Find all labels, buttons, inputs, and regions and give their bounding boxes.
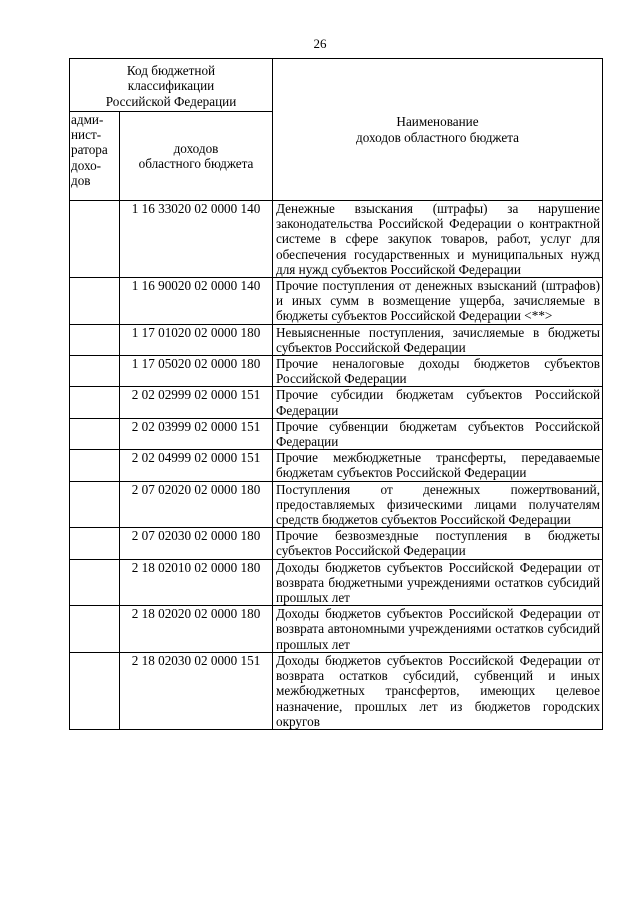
income-name-cell: Прочие неналоговые доходы бюджетов субъектов Российской Федерации xyxy=(273,356,603,387)
income-name-cell: Прочие межбюджетные трансферты, передаваемые бюджетам субъектов Российской Федерации xyxy=(273,450,603,481)
income-code-cell: 2 18 02020 02 0000 180 xyxy=(120,606,273,653)
header-name-line-2: доходов областного бюджета xyxy=(356,129,519,145)
administrator-cell xyxy=(70,450,120,481)
income-name-cell: Доходы бюджетов субъектов Российской Федерации от возврата автономными учреждениями остатков субсидий прошлых лет xyxy=(273,606,603,653)
administrator-cell xyxy=(70,387,120,418)
table-row xyxy=(70,201,603,278)
income-name-cell: Прочие субсидии бюджетам субъектов Российской Федерации xyxy=(273,387,603,418)
administrator-cell xyxy=(70,201,120,278)
income-name-cell: Поступления от денежных пожертвований, предоставляемых физическими лицами получателям средств бюджетов субъектов Российской Федерации xyxy=(273,481,603,528)
administrator-cell xyxy=(70,278,120,325)
table-row xyxy=(70,652,603,729)
administrator-cell xyxy=(70,652,120,729)
administrator-cell xyxy=(70,324,120,355)
header-income-line-2: областного бюджета xyxy=(138,156,254,171)
header-admin-line-1: адми- xyxy=(71,112,104,127)
income-code-cell: 1 17 05020 02 0000 180 xyxy=(120,356,273,387)
header-admin-line-5: дов xyxy=(71,172,91,188)
income-code-cell: 2 18 02030 02 0000 151 xyxy=(120,652,273,729)
income-name-cell: Невыясненные поступления, зачисляемые в бюджеты субъектов Российской Федерации xyxy=(273,324,603,355)
table-row xyxy=(70,559,603,606)
administrator-cell xyxy=(70,418,120,449)
header-income-line-1: доходов xyxy=(173,140,219,156)
header-classification-line-3: Российской Федерации xyxy=(105,93,237,109)
income-name-cell: Доходы бюджетов субъектов Российской Федерации от возврата остатков субсидий, субвенций и иных межбюджетных трансфертов, имеющих целевое назначение, прошлых лет из бюджетов городских округов xyxy=(273,652,603,729)
header-administrator xyxy=(70,112,120,201)
budget-classification-table xyxy=(69,58,603,730)
table-body xyxy=(70,201,603,730)
income-name-cell: Доходы бюджетов субъектов Российской Федерации от возврата бюджетными учреждениями остатков субсидий прошлых лет xyxy=(273,559,603,606)
header-regional-income xyxy=(120,112,273,201)
income-code-cell: 2 18 02010 02 0000 180 xyxy=(120,559,273,606)
header-row-top xyxy=(70,59,603,112)
income-code-cell: 1 16 90020 02 0000 140 xyxy=(120,278,273,325)
administrator-cell xyxy=(70,481,120,528)
income-code-cell: 2 07 02020 02 0000 180 xyxy=(120,481,273,528)
income-name-cell: Прочие поступления от денежных взысканий (штрафов) и иных сумм в возмещение ущерба, зачисляемые в бюджеты субъектов Российской Федерации <**> xyxy=(273,278,603,325)
income-code-cell: 2 02 04999 02 0000 151 xyxy=(120,450,273,481)
table-row xyxy=(70,278,603,325)
income-code-cell: 2 02 03999 02 0000 151 xyxy=(120,418,273,449)
income-name-cell: Прочие безвозмездные поступления в бюджеты субъектов Российской Федерации xyxy=(273,528,603,559)
administrator-cell xyxy=(70,528,120,559)
income-code-cell: 1 16 33020 02 0000 140 xyxy=(120,201,273,278)
table-row xyxy=(70,606,603,653)
income-code-cell: 2 07 02030 02 0000 180 xyxy=(120,528,273,559)
page-number: 26 xyxy=(313,36,327,51)
header-classification-line-2: классификации xyxy=(127,78,215,94)
administrator-cell xyxy=(70,606,120,653)
header-admin-line-2: нист- xyxy=(71,127,102,143)
header-name-line-1: Наименование xyxy=(396,114,479,130)
header-admin-line-4: дохо- xyxy=(71,157,102,173)
table-row xyxy=(70,450,603,481)
header-admin-line-3: ратора xyxy=(71,142,108,158)
table-row xyxy=(70,418,603,449)
income-code-cell: 2 02 02999 02 0000 151 xyxy=(120,387,273,418)
administrator-cell xyxy=(70,559,120,606)
table-row xyxy=(70,481,603,528)
header-income-name xyxy=(273,59,603,201)
header-classification-code xyxy=(70,59,273,112)
table-row xyxy=(70,324,603,355)
table-row xyxy=(70,356,603,387)
income-code-cell: 1 17 01020 02 0000 180 xyxy=(120,324,273,355)
income-name-cell: Прочие субвенции бюджетам субъектов Российской Федерации xyxy=(273,418,603,449)
table-row xyxy=(70,528,603,559)
header-classification-line-1: Код бюджетной xyxy=(126,63,216,79)
table-row xyxy=(70,387,603,418)
administrator-cell xyxy=(70,356,120,387)
income-name-cell: Денежные взыскания (штрафы) за нарушение законодательства Российской Федерации о контрактной системе в сфере закупок товаров, работ, услуг для обеспечения государственных и муниципальных нужд для нужд субъектов Российской Федерации xyxy=(273,201,603,278)
